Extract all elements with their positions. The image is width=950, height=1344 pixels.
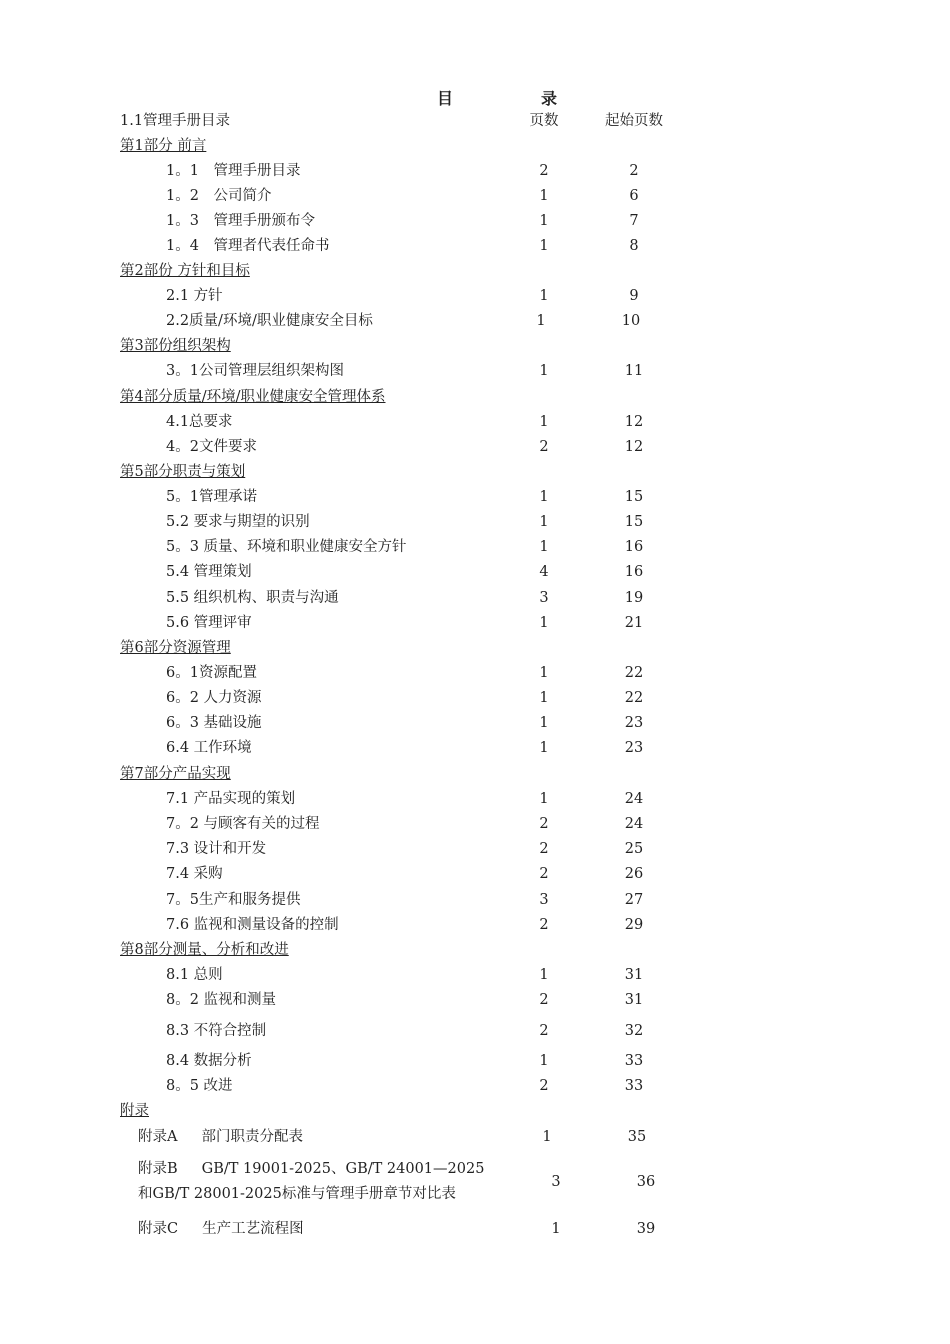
section-label: 第8部分测量、分析和改进 [120, 942, 289, 958]
entry-label: 8.4 数据分析 [166, 1053, 252, 1069]
toc-entry [0, 612, 950, 634]
toc-entry [0, 536, 950, 558]
toc-entry [0, 486, 950, 508]
toc-entry [0, 210, 950, 232]
section-label: 第3部份组织架构 [120, 338, 231, 354]
entry-pages: 1 [539, 288, 549, 304]
appendix-pages: 1 [542, 1129, 552, 1145]
section-heading [0, 461, 950, 483]
toc-entry [0, 1020, 950, 1042]
entry-start-page: 16 [624, 564, 644, 580]
entry-start-page: 16 [624, 539, 644, 555]
entry-pages: 3 [539, 892, 549, 908]
toc-entry [0, 160, 950, 182]
entry-label: 5。3 质量、环境和职业健康安全方针 [166, 539, 407, 555]
entry-label: 7.6 监视和测量设备的控制 [166, 917, 339, 933]
entry-start-page: 12 [624, 414, 644, 430]
section-heading [0, 939, 950, 961]
entry-label: 2.1 方针 [166, 288, 223, 304]
toc-entry [0, 788, 950, 810]
entry-start-page: 31 [624, 967, 644, 983]
entry-label: 5.4 管理策划 [166, 564, 252, 580]
entry-pages: 2 [539, 439, 549, 455]
entry-start-page: 8 [629, 238, 639, 254]
toc-entry [0, 813, 950, 835]
entry-start-page: 23 [624, 715, 644, 731]
entry-start-page: 9 [629, 288, 639, 304]
appendix-title-line2: 和GB/T 28001-2025标准与管理手册章节对比表 [138, 1186, 456, 1202]
section-heading [0, 386, 950, 408]
entry-pages: 1 [539, 791, 549, 807]
entry-start-page: 6 [629, 188, 639, 204]
section-heading [0, 763, 950, 785]
toc-entry [0, 1050, 950, 1072]
entry-label: 7.4 采购 [166, 866, 223, 882]
entry-label: 8.1 总则 [166, 967, 223, 983]
entry-start-page: 24 [624, 816, 644, 832]
entry-start-page: 2 [629, 163, 639, 179]
entry-start-page: 22 [624, 690, 644, 706]
toc-entry [0, 889, 950, 911]
entry-pages: 3 [539, 590, 549, 606]
section-label: 附录 [120, 1103, 149, 1119]
toc-entry [0, 662, 950, 684]
entry-label: 7。5生产和服务提供 [166, 892, 301, 908]
entry-start-page: 7 [629, 213, 639, 229]
entry-pages: 1 [539, 690, 549, 706]
entry-label: 6。3 基础设施 [166, 715, 262, 731]
toc-entry [0, 964, 950, 986]
appendix-title: 生产工艺流程图 [202, 1221, 304, 1237]
page-title: 目 录 [436, 89, 593, 108]
entry-label: 7。2 与顾客有关的过程 [166, 816, 320, 832]
appendix-title: 部门职责分配表 [201, 1129, 303, 1145]
appendix-code: 附录A [138, 1129, 178, 1145]
entry-label: 8。2 监视和测量 [166, 992, 277, 1008]
toc-header-label: 1.1管理手册目录 [120, 113, 231, 129]
entry-start-page: 26 [624, 866, 644, 882]
appendix-pages: 1 [551, 1221, 561, 1237]
entry-label: 5.5 组织机构、职责与沟通 [166, 590, 339, 606]
appendix-start-page: 35 [627, 1129, 647, 1145]
appendix-title: GB/T 19001-2025、GB/T 24001—2025 [201, 1161, 485, 1177]
section-label: 第6部分资源管理 [120, 640, 231, 656]
entry-pages: 2 [539, 816, 549, 832]
entry-pages: 1 [539, 363, 549, 379]
section-label: 第1部分 前言 [120, 138, 207, 154]
entry-pages: 1 [539, 615, 549, 631]
entry-start-page: 11 [624, 363, 644, 379]
toc-entry [0, 411, 950, 433]
entry-pages: 1 [539, 188, 549, 204]
appendix-entry-nums [0, 1171, 950, 1193]
entry-pages: 1 [539, 539, 549, 555]
toc-entry [0, 989, 950, 1011]
entry-label: 6.4 工作环境 [166, 740, 252, 756]
entry-start-page: 24 [624, 791, 644, 807]
toc-header-pages: 页数 [529, 113, 559, 129]
toc-entry [0, 235, 950, 257]
entry-label: 6。1资源配置 [166, 665, 257, 681]
entry-label: 8。5 改进 [166, 1078, 233, 1094]
entry-label: 5。1管理承诺 [166, 489, 257, 505]
entry-pages: 1 [539, 489, 549, 505]
entry-pages: 1 [539, 967, 549, 983]
entry-start-page: 22 [624, 665, 644, 681]
entry-pages: 2 [539, 841, 549, 857]
entry-pages: 2 [539, 1078, 549, 1094]
entry-start-page: 33 [624, 1053, 644, 1069]
section-label: 第2部份 方针和目标 [120, 263, 250, 279]
entry-start-page: 27 [624, 892, 644, 908]
toc-entry [0, 436, 950, 458]
entry-pages: 1 [539, 514, 549, 530]
entry-label: 3。1公司管理层组织架构图 [166, 363, 344, 379]
entry-start-page: 21 [624, 615, 644, 631]
entry-pages: 2 [539, 917, 549, 933]
entry-label: 6。2 人力资源 [166, 690, 262, 706]
toc-entry [0, 185, 950, 207]
entry-label: 1。4 管理者代表任命书 [166, 238, 330, 254]
entry-pages: 4 [539, 564, 549, 580]
entry-pages: 1 [539, 740, 549, 756]
entry-start-page: 23 [624, 740, 644, 756]
toc-entry [0, 838, 950, 860]
toc-entry [0, 360, 950, 382]
entry-label: 1。3 管理手册颁布令 [166, 213, 315, 229]
section-heading [0, 260, 950, 282]
section-heading [0, 637, 950, 659]
entry-start-page: 10 [621, 313, 641, 329]
entry-label: 4。2文件要求 [166, 439, 257, 455]
entry-label: 1。2 公司简介 [166, 188, 272, 204]
entry-label: 7.3 设计和开发 [166, 841, 267, 857]
entry-start-page: 19 [624, 590, 644, 606]
appendix-start-page: 39 [636, 1221, 656, 1237]
toc-header-start: 起始页数 [605, 113, 663, 129]
section-label: 第5部分职责与策划 [120, 464, 246, 480]
entry-label: 2.2质量/环境/职业健康安全目标 [166, 313, 373, 329]
entry-pages: 2 [539, 992, 549, 1008]
toc-entry [0, 712, 950, 734]
entry-start-page: 33 [624, 1078, 644, 1094]
toc-entry [0, 737, 950, 759]
section-label: 第4部分质量/环境/职业健康安全管理体系 [120, 389, 386, 405]
section-heading [0, 335, 950, 357]
toc-header-row [0, 110, 950, 132]
toc-entry [0, 511, 950, 533]
toc-entry [0, 914, 950, 936]
appendix-start-page: 36 [636, 1174, 656, 1190]
entry-pages: 1 [539, 715, 549, 731]
entry-pages: 1 [539, 213, 549, 229]
appendix-label [138, 1126, 303, 1148]
toc-entry [0, 687, 950, 709]
appendix-entry [0, 1126, 950, 1148]
toc-entry [0, 285, 950, 307]
appendix-code: 附录B [138, 1161, 178, 1177]
section-heading [0, 1100, 950, 1122]
entry-pages: 2 [539, 866, 549, 882]
toc-entry [0, 1075, 950, 1097]
appendix-code: 附录C [138, 1221, 179, 1237]
toc-entry [0, 310, 950, 332]
section-label: 第7部分产品实现 [120, 766, 231, 782]
entry-pages: 1 [539, 1053, 549, 1069]
entry-start-page: 31 [624, 992, 644, 1008]
entry-start-page: 12 [624, 439, 644, 455]
appendix-pages: 3 [551, 1174, 561, 1190]
entry-pages: 2 [539, 163, 549, 179]
entry-start-page: 29 [624, 917, 644, 933]
entry-label: 7.1 产品实现的策划 [166, 791, 296, 807]
entry-pages: 2 [539, 1023, 549, 1039]
entry-label: 5.2 要求与期望的识别 [166, 514, 310, 530]
entry-pages: 1 [539, 238, 549, 254]
entry-start-page: 25 [624, 841, 644, 857]
entry-start-page: 15 [624, 514, 644, 530]
entry-label: 1。1 管理手册目录 [166, 163, 301, 179]
entry-pages: 1 [539, 414, 549, 430]
section-heading [0, 135, 950, 157]
toc-entry [0, 587, 950, 609]
entry-start-page: 32 [624, 1023, 644, 1039]
entry-label: 4.1总要求 [166, 414, 233, 430]
appendix-entry [0, 1218, 950, 1240]
appendix-label [138, 1218, 304, 1240]
entry-pages: 1 [536, 313, 546, 329]
entry-label: 8.3 不符合控制 [166, 1023, 267, 1039]
entry-start-page: 15 [624, 489, 644, 505]
entry-pages: 1 [539, 665, 549, 681]
toc-entry [0, 863, 950, 885]
entry-label: 5.6 管理评审 [166, 615, 252, 631]
toc-entry [0, 561, 950, 583]
